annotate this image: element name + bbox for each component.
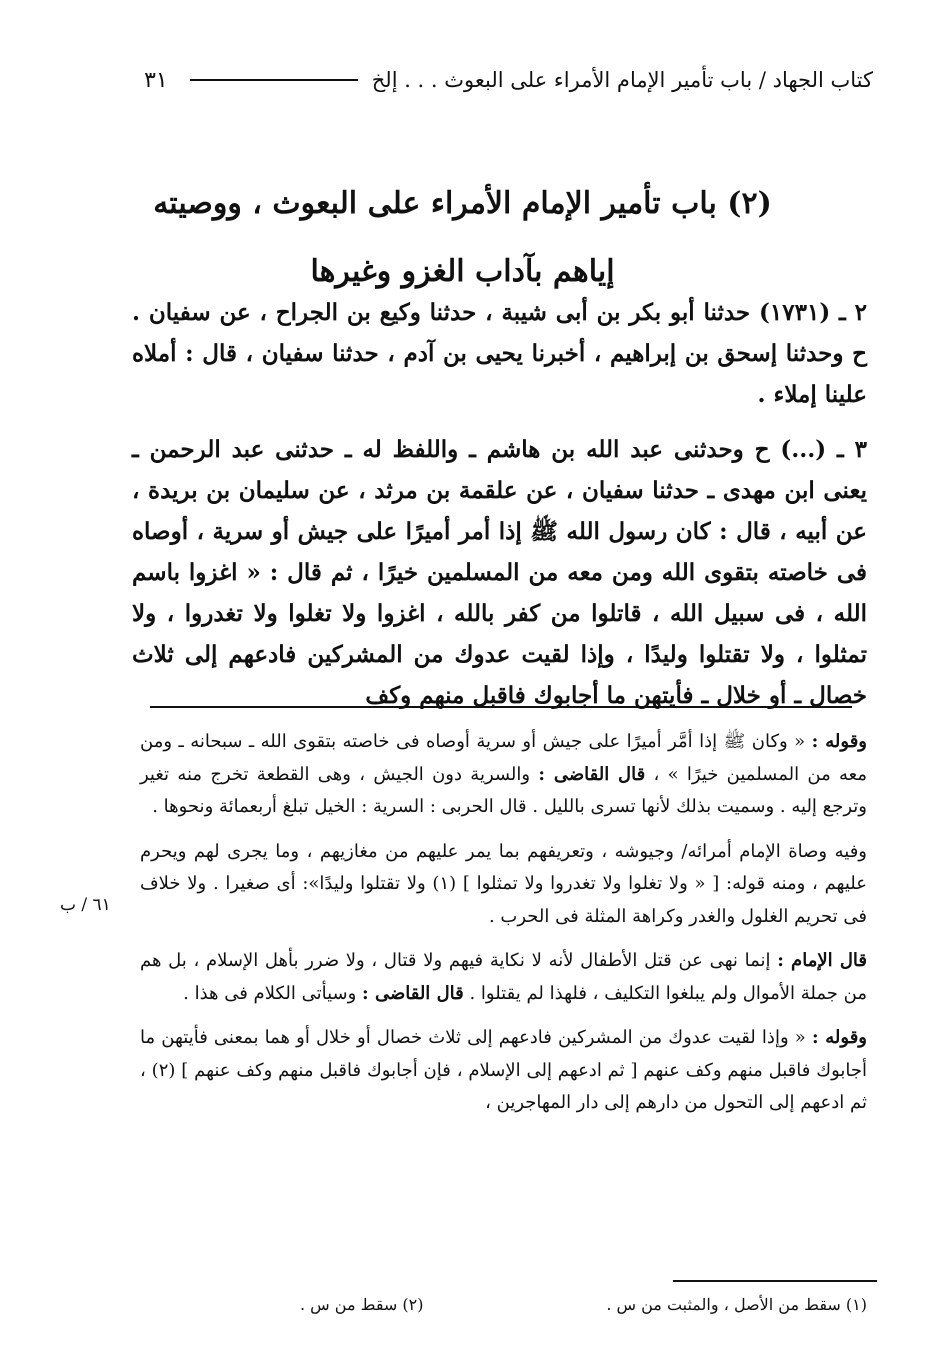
footnotes — [300, 1292, 867, 1318]
commentary-lead: قال القاضى : — [538, 763, 646, 785]
chapter-title-line-2: إياهم بآداب الغزو وغيرها — [310, 254, 615, 289]
commentary-text: « وإذا لقيت عدوك من المشركين فادعهم إلى ثلاث خصال أو خلال أو هما بمعنى فأيتهن ما أجابوك فاقبل منهم وكف عنهم [ ثم ادعهم إلى الإسلام ، فإن أجابوك فاقبل منهم وكف عنهم ] (٢) ، ثم ادعهم إلى التحول من دارهم إلى دار المهاجرين ، — [140, 1027, 867, 1113]
commentary — [140, 726, 867, 1120]
commentary-text: والسرية دون الجيش ، وهى القطعة تخرج منه تغير وترجع إليه . وسميت بذلك لأنها تسرى بالليل . قال الحربى : السرية : الخيل تبلغ أربعمائة ونحوها . — [140, 763, 867, 817]
hadith-paragraph-1: ٢ ـ (١٧٣١) حدثنا أبو بكر بن أبى شيبة ، حدثنا وكيع بن الجراح ، عن سفيان . ح وحدثنا إسحق بن إبراهيم ، أخبرنا يحيى بن آدم ، حدثنا سفيان ، قال : أملاه علينا إملاء . — [132, 299, 867, 408]
hadith-paragraph-2: ٣ ـ (...) ح وحدثنى عبد الله بن هاشم ـ واللفظ له ـ حدثنى عبد الرحمن ـ يعنى ابن مهدى ـ حدثنا سفيان ، عن علقمة بن مرثد ، عن سليمان بن بريدة ، عن أبيه ، قال : كان رسول الله ﷺ إذا أمر أميرًا على جيش أو سرية ، أوصاه فى خاصته بتقوى الله ومن معه من المسلمين خيرًا ، ثم قال : « اغزوا باسم الله ، فى سبيل الله ، قاتلوا من كفر بالله ، اغزوا ولا تغلوا ولا تغدروا ، ولا تمثلوا ، ولا تقتلوا وليدًا ، وإذا لقيت عدوك من المشركين فادعهم إلى ثلاث خصال ـ أو خلال ـ فأيتهن ما أجابوك فاقبل منهم وكف — [132, 436, 867, 709]
commentary-paragraph-1 — [140, 726, 867, 824]
running-header — [110, 62, 873, 98]
running-header-title: كتاب الجهاد / باب تأمير الإمام الأمراء على البعوث . . . إلخ — [371, 68, 873, 92]
commentary-separator — [150, 706, 852, 708]
commentary-text: وسيأتى الكلام فى هذا . — [183, 982, 363, 1004]
commentary-lead: وقوله : — [811, 731, 867, 752]
chapter-title — [120, 170, 805, 306]
chapter-title-line-1: (٢) باب تأمير الإمام الأمراء على البعوث ، ووصيته — [153, 186, 772, 221]
manuscript-folio-marker: ٦١ / ب — [60, 895, 111, 915]
running-header-rule — [190, 79, 358, 81]
commentary-paragraph-4 — [140, 1022, 867, 1120]
commentary-text: إنما نهى عن قتل الأطفال لأنه لا نكاية فيهم ولا قتال ، ولا ضرر بأهل الإسلام ، بل هم من جملة الأموال ولم يبلغوا التكليف ، فلهذا لم يقتلوا . — [140, 950, 867, 1004]
page-number: ٣١ — [144, 67, 168, 93]
commentary-paragraph-3 — [140, 945, 867, 1010]
commentary-text: « وكان ﷺ إذا أمَّر أميرًا على جيش أو سرية أوصاه فى خاصته بتقوى الله ـ سبحانه ـ ومن معه من المسلمين خيرًا » ، — [140, 731, 867, 785]
commentary-lead: قال الإمام : — [777, 950, 867, 971]
footnote-1: (١) سقط من الأصل ، والمثبت من س . — [606, 1295, 867, 1314]
commentary-lead: وقوله : — [811, 1027, 867, 1048]
commentary-paragraph-2: وفيه وصاة الإمام أمرائه/ وجيوشه ، وتعريفهم بما يمر عليهم من مغازيهم ، وما يجرى لهم ويحرم عليهم ، ومنه قوله: [ « ولا تغلوا ولا تغدروا ولا تمثلوا ] (١) ولا تقتلوا وليدًا»: أى صغيرا . ولا خلاف فى تحريم الغلول والغدر وكراهة المثلة فى الحرب . — [140, 840, 867, 927]
hadith-text — [132, 292, 867, 716]
footnote-2: (٢) سقط من س . — [300, 1295, 424, 1314]
commentary-lead: قال القاضى : — [362, 982, 464, 1004]
footnote-separator — [673, 1280, 877, 1282]
